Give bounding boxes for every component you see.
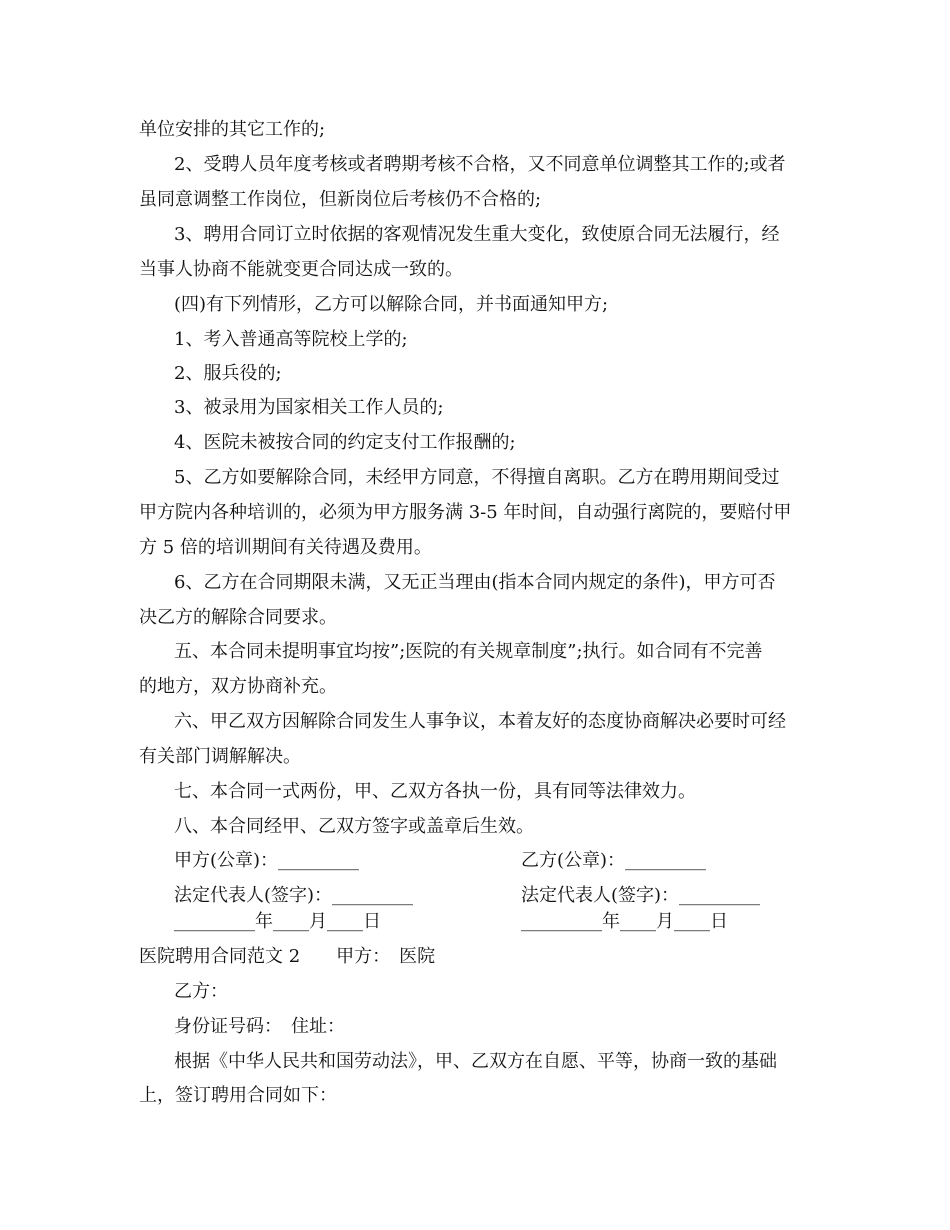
list-item: 2、服兵役的; xyxy=(174,363,282,384)
paragraph-line: 虽同意调整工作岗位，但新岗位后考核仍不合格的; xyxy=(139,189,542,210)
paragraph-line: 根据《中华人民共和国劳动法》，甲、乙双方在自愿、平等，协商一致的基础 xyxy=(174,1051,777,1072)
id-address-line: 身份证号码： 住址： xyxy=(174,1016,345,1037)
clause-line: 有关部门调解解决。 xyxy=(139,746,301,767)
paragraph-line: 方 5 倍的培训期间有关待遇及费用。 xyxy=(139,537,432,558)
party-b-representative-field: 法定代表人(签字)：_________ xyxy=(521,885,761,906)
paragraph-line: 单位安排的其它工作的; xyxy=(139,119,326,140)
paragraph-line: 甲方院内各种培训的，必须为甲方服务满 3-5 年时间，自动强行离院的，要赔付甲 xyxy=(139,502,792,523)
party-b-label: 乙方： xyxy=(174,981,228,1002)
party-a-representative-field: 法定代表人(签字)：_________ xyxy=(174,885,414,906)
paragraph-line: 3、聘用合同订立时依据的客观情况发生重大变化，致使原合同无法履行，经 xyxy=(174,224,780,245)
paragraph-line: 2、受聘人员年度考核或者聘期考核不合格，又不同意单位调整其工作的;或者 xyxy=(174,154,786,175)
paragraph-line: 决乙方的解除合同要求。 xyxy=(139,607,337,628)
paragraph-line: 5、乙方如要解除合同，未经甲方同意，不得擅自离职。乙方在聘用期间受过 xyxy=(174,467,780,488)
party-a-date-field: _________年____月____日 xyxy=(174,911,381,932)
list-item: 1、考入普通高等院校上学的; xyxy=(174,329,408,350)
paragraph-line: 当事人协商不能就变更合同达成一致的。 xyxy=(139,259,463,280)
paragraph-line: 上，签订聘用合同如下： xyxy=(139,1085,337,1106)
section-heading: (四)有下列情形，乙方可以解除合同，并书面通知甲方; xyxy=(174,294,609,315)
paragraph-line: 6、乙方在合同期限未满，又无正当理由(指本合同内规定的条件)，甲方可否 xyxy=(174,572,776,593)
party-a-seal-field: 甲方(公章)：_________ xyxy=(174,850,360,871)
contract-2-heading: 医院聘用合同范文 2 甲方： 医院 xyxy=(139,946,436,967)
list-item: 3、被录用为国家相关工作人员的; xyxy=(174,397,444,418)
clause-line: 七、本合同一式两份，甲、乙双方各执一份，具有同等法律效力。 xyxy=(174,781,696,802)
clause-line: 八、本合同经甲、乙双方签字或盖章后生效。 xyxy=(174,816,534,837)
party-b-date-field: _________年____月____日 xyxy=(521,911,728,932)
clause-line: 六、甲乙双方因解除合同发生人事争议，本着友好的态度协商解决必要时可经 xyxy=(174,711,786,732)
clause-line: 五、本合同未提明事宜均按”;医院的有关规章制度”;执行。如合同有不完善 xyxy=(174,641,763,662)
party-b-seal-field: 乙方(公章)：_________ xyxy=(521,850,707,871)
clause-line: 的地方，双方协商补充。 xyxy=(139,676,337,697)
list-item: 4、医院未被按合同的约定支付工作报酬的; xyxy=(174,432,516,453)
